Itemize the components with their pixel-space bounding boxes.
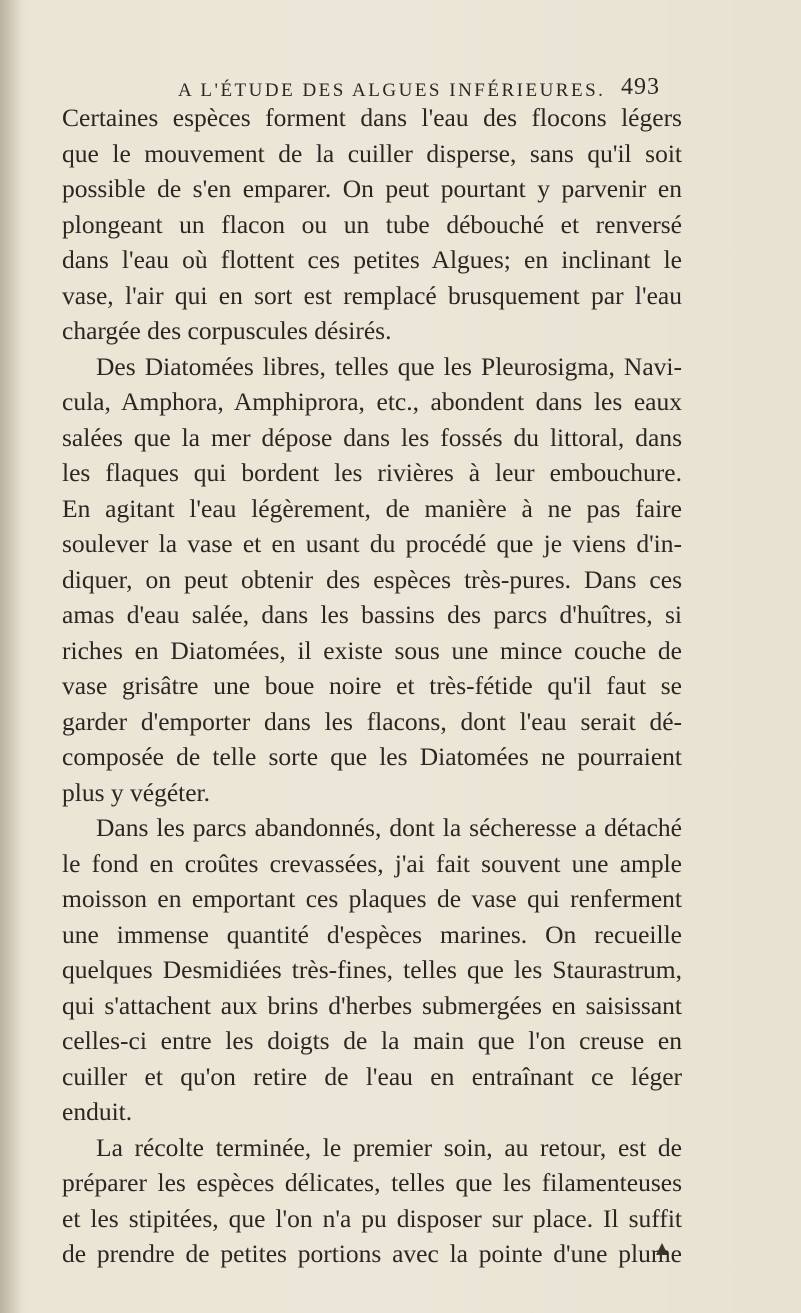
text-line: composée de telle sorte que les Diatomées ne pourraient — [62, 742, 682, 771]
text-line: Dans les parcs abandonnés, dont la sécheresse a détaché — [96, 813, 682, 842]
binding-shadow — [0, 0, 22, 1313]
text-line: qui s'attachent aux brins d'herbes submergées en saisissant — [62, 990, 682, 1020]
text-line: que le mouvement de la cuiller disperse, sans qu'il soit — [62, 138, 682, 168]
page-number: 493 — [621, 74, 660, 100]
text-line: diquer, on peut obtenir des espèces très-pures. Dans ces — [62, 564, 682, 594]
text-line: cula, Amphora, Amphiprora, etc., abondent dans les eaux — [62, 387, 682, 416]
text-line: vase, l'air qui en sort est remplacé brusquement par l'eau — [62, 280, 682, 310]
text-line: cuiller et qu'on retire de l'eau en entraînant ce léger — [62, 1061, 682, 1091]
text-line: chargée des corpuscules désirés. — [62, 316, 392, 345]
text-line: préparer les espèces délicates, telles que les filamenteuses — [62, 1168, 682, 1197]
printer-mark-icon — [656, 1243, 668, 1255]
text-line: Des Diatomées libres, telles que les Pleurosigma, Navi- — [96, 351, 682, 381]
text-line: amas d'eau salée, dans les bassins des parcs d'huîtres, si — [62, 600, 682, 629]
text-line: les flaques qui bordent les rivières à leur embouchure. — [62, 458, 682, 487]
text-line: La récolte terminée, le premier soin, au retour, est de — [96, 1132, 682, 1162]
text-line: soulever la vase et en usant du procédé que je viens d'in- — [62, 529, 682, 558]
text-line: riches en Diatomées, il existe sous une mince couche de — [62, 635, 682, 665]
text-line: le fond en croûtes crevassées, j'ai fait souvent une ample — [62, 848, 682, 878]
text-line: de prendre de petites portions avec la pointe d'une plume — [62, 1239, 682, 1268]
running-head: A L'ÉTUDE DES ALGUES INFÉRIEURES. — [178, 80, 606, 101]
text-line: dans l'eau où flottent ces petites Algues; en inclinant le — [62, 245, 682, 274]
text-line: plus y végéter. — [62, 777, 211, 807]
text-line: plongeant un flacon ou un tube débouché et renversé — [62, 209, 682, 239]
text-line: salées que la mer dépose dans les fossés du littoral, dans — [62, 422, 682, 452]
text-line: vase grisâtre une boue noire et très-fétide qu'il faut se — [62, 671, 682, 700]
text-line: garder d'emporter dans les flacons, dont l'eau serait dé- — [62, 706, 682, 736]
text-line: enduit. — [62, 1097, 133, 1126]
text-line: moisson en emportant ces plaques de vase qui renferment — [62, 884, 682, 913]
text-line: une immense quantité d'espèces marines. On recueille — [62, 919, 682, 949]
text-line: celles-ci entre les doigts de la main que l'on creuse en — [62, 1026, 682, 1055]
text-line: et les stipitées, que l'on n'a pu disposer sur place. Il suffit — [62, 1203, 682, 1233]
text-line: En agitant l'eau légèrement, de manière à ne pas faire — [62, 493, 682, 523]
text-line: possible de s'en emparer. On peut pourtant y parvenir en — [62, 174, 682, 203]
body-text — [62, 100, 682, 1272]
text-line: quelques Desmidiées très-fines, telles que les Staurastrum, — [62, 955, 682, 984]
text-line: Certaines espèces forment dans l'eau des flocons légers — [62, 103, 682, 132]
